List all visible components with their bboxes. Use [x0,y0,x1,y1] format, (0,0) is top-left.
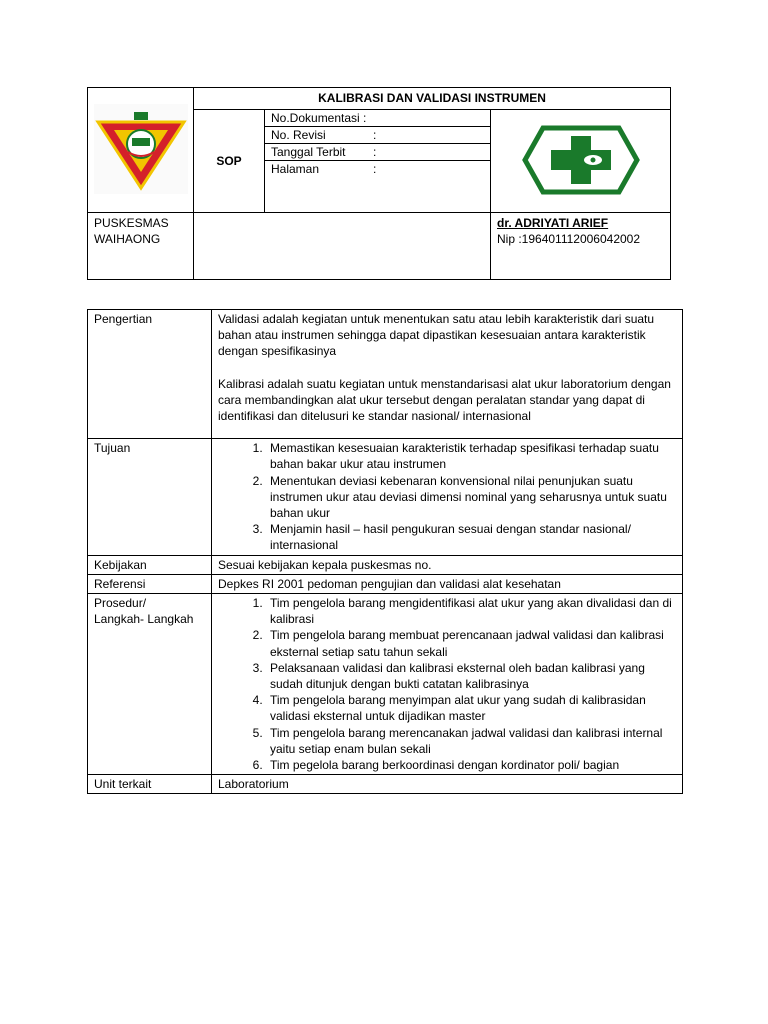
regional-emblem-icon [94,104,188,194]
content-unit-terkait: Laboratorium [212,775,683,794]
content-referensi: Depkes RI 2001 pedoman pengujian dan validasi alat kesehatan [212,574,683,593]
label-pengertian: Pengertian [88,310,212,439]
sop-header-table [87,87,671,280]
meta-row-dokumentasi: No.Dokumentasi : [265,110,490,127]
meta-row-halaman: Halaman : [271,162,377,176]
list-item: 1. Memastikan kesesuaian karakteristik terhadap spesifikasi terhadap suatu bahan bakar ukur atau instrumen [266,440,676,472]
content-kebijakan: Sesuai kebijakan kepala puskesmas no. [212,555,683,574]
row-tujuan [88,439,683,555]
list-item: 3. Pelaksanaan validasi dan kalibrasi eksternal oleh badan kalibrasi yang sudah ditunjuk dengan bukti catatan kalibrasinya [266,660,676,692]
content-prosedur [212,594,683,775]
list-item: 1. Tim pengelola barang mengidentifikasi alat ukur yang akan divalidasi dan di kalibrasi [266,595,676,627]
row-pengertian [88,310,683,439]
content-tujuan [212,439,683,555]
label-referensi: Referensi [88,574,212,593]
content-pengertian [212,310,683,439]
puskesmas-cross-icon [521,124,641,196]
blank-signature-cell [194,213,491,280]
list-item: 3. Menjamin hasil – hasil pengukuran sesuai dengan standar nasional/ internasional [266,521,676,553]
list-item: 2. Menentukan deviasi kebenaran konvensional nilai penunjukan suatu instrumen ukur atau deviasi dimensi nominal yang seharusnya untuk suatu bahan ukur [266,473,676,522]
row-kebijakan [88,555,683,574]
list-item: 5. Tim pengelola barang merencanakan jadwal validasi dan kalibrasi internal yaitu setiap enam bulan sekali [266,725,676,757]
label-kebijakan: Kebijakan [88,555,212,574]
definition-validasi: Validasi adalah kegiatan untuk menentukan satu atau lebih karakteristik dari suatu bahan atau instrumen sehingga dapat dipastikan kesesuaian antara karakteristik dengan spesifikasinya [218,312,655,359]
list-item: 6. Tim pegelola barang berkoordinasi dengan kordinator poli/ bagian [266,757,676,773]
row-prosedur [88,594,683,775]
row-referensi [88,574,683,593]
puskesmas-name: PUSKESMAS WAIHAONG [88,213,194,280]
right-logo-cell [491,110,671,213]
document-meta [265,110,491,213]
label-unit-terkait: Unit terkait [88,775,212,794]
sop-content-table [87,309,683,794]
tujuan-list [218,440,676,553]
label-tujuan: Tujuan [88,439,212,555]
doctor-signature: dr. ADRIYATI ARIEF Nip :196401112006042002 [491,213,671,280]
prosedur-list [218,595,676,773]
label-prosedur: Prosedur/ Langkah- Langkah [88,594,212,775]
meta-row-revisi: No. Revisi : [265,127,490,144]
document-title: KALIBRASI DAN VALIDASI INSTRUMEN [194,88,671,110]
list-item: 2. Tim pengelola barang membuat perencanaan jadwal validasi dan kalibrasi eksternal setiap satu tahun sekali [266,627,676,659]
definition-kalibrasi: Kalibrasi adalah suatu kegiatan untuk menstandarisasi alat ukur laboratorium dengan cara membandingkan alat ukur tersebut dengan peralatan standar yang dapat di identifikasi dan ditelusuri ke standar nasional/ internasional [218,376,671,424]
meta-row-tanggal: Tanggal Terbit : [265,144,490,161]
sop-label: SOP [194,110,265,213]
list-item: 4. Tim pengelola barang menyimpan alat ukur yang sudah di kalibrasidan validasi eksternal untuk dijadikan master [266,692,676,724]
row-unit-terkait [88,775,683,794]
left-logo-cell [88,88,194,213]
